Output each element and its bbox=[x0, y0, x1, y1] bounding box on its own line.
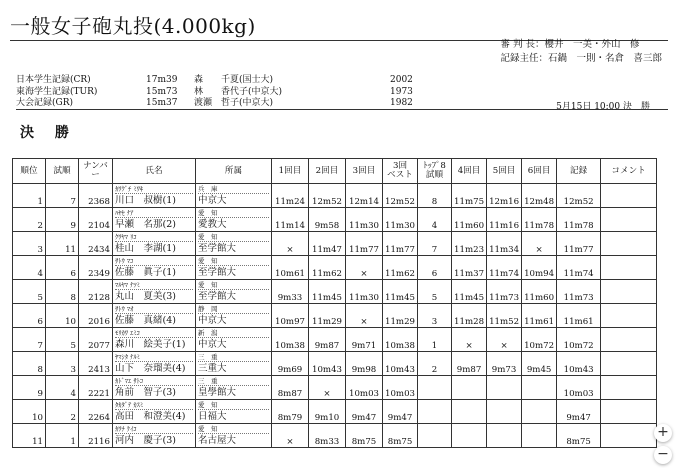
affiliation-cell bbox=[196, 352, 272, 376]
rank-cell: 2 bbox=[13, 208, 46, 232]
order-cell: 10 bbox=[46, 304, 79, 328]
bib-number: 2434 bbox=[79, 232, 113, 256]
trial-4: 11m23 bbox=[452, 232, 487, 256]
athlete-name: 佐藤 眞子(1) bbox=[115, 267, 176, 278]
trial-6 bbox=[522, 424, 557, 448]
order-cell: 7 bbox=[46, 184, 79, 208]
rank-cell: 1 bbox=[13, 184, 46, 208]
best-3: 11m30 bbox=[383, 208, 418, 232]
record: 10m03 bbox=[557, 376, 601, 400]
trial-3: 12m14 bbox=[346, 184, 383, 208]
trial-2: 11m29 bbox=[309, 304, 346, 328]
best-3: 10m38 bbox=[383, 328, 418, 352]
bib-number: 2104 bbox=[79, 208, 113, 232]
trial-5: 11m74 bbox=[487, 256, 522, 280]
record-holder: 渡瀬 哲子(中京大) bbox=[194, 98, 274, 108]
trial-1: 10m97 bbox=[272, 304, 309, 328]
trial-5: 12m16 bbox=[487, 184, 522, 208]
trial-4: 11m45 bbox=[452, 280, 487, 304]
order-cell: 8 bbox=[46, 280, 79, 304]
prefecture: 愛 知 bbox=[198, 209, 269, 218]
bib-number: 2349 bbox=[79, 256, 113, 280]
comment bbox=[601, 232, 657, 256]
table-row bbox=[13, 304, 657, 328]
trial-4: 11m75 bbox=[452, 184, 487, 208]
athlete-name: 河内 慶子(3) bbox=[115, 435, 176, 446]
top8-order: 1 bbox=[418, 328, 452, 352]
trial-4: 11m37 bbox=[452, 256, 487, 280]
record-mark: 17m39 bbox=[146, 75, 178, 85]
record-label: 大会記録(GR) bbox=[16, 98, 73, 108]
order-cell: 11 bbox=[46, 232, 79, 256]
section-heading: 決 勝 bbox=[20, 125, 77, 141]
bib-number: 2264 bbox=[79, 400, 113, 424]
affiliation: 至学館大 bbox=[198, 243, 237, 254]
trial-1: 11m14 bbox=[272, 208, 309, 232]
athlete-name: 丸山 夏美(3) bbox=[115, 291, 176, 302]
order-cell: 6 bbox=[46, 256, 79, 280]
affiliation: 中京大 bbox=[198, 339, 227, 350]
event-datetime: 5月15日 10:00 決 勝 bbox=[556, 102, 650, 112]
header-trial-4: 4回目 bbox=[452, 159, 487, 184]
table-row bbox=[13, 208, 657, 232]
trial-5: 9m73 bbox=[487, 352, 522, 376]
table-row bbox=[13, 328, 657, 352]
athlete-cell bbox=[113, 328, 196, 352]
header-record: 記録 bbox=[557, 159, 601, 184]
order-cell: 4 bbox=[46, 376, 79, 400]
trial-2: 8m33 bbox=[309, 424, 346, 448]
record: 11m78 bbox=[557, 208, 601, 232]
trial-1: 10m61 bbox=[272, 256, 309, 280]
comment bbox=[601, 424, 657, 448]
record: 10m72 bbox=[557, 328, 601, 352]
athlete-cell bbox=[113, 376, 196, 400]
athlete-cell bbox=[113, 232, 196, 256]
record-label: 東海学生記録(TUR) bbox=[16, 86, 98, 97]
trial-2: 9m58 bbox=[309, 208, 346, 232]
trial-1: 9m69 bbox=[272, 352, 309, 376]
scroll-up-button[interactable]: + bbox=[654, 424, 672, 442]
trial-3: 11m30 bbox=[346, 208, 383, 232]
order-cell: 9 bbox=[46, 208, 79, 232]
prefecture: 愛 知 bbox=[198, 281, 269, 290]
trial-3: 9m47 bbox=[346, 400, 383, 424]
rank-cell: 11 bbox=[13, 424, 46, 448]
top8-order bbox=[418, 400, 452, 424]
affiliation: 至学館大 bbox=[198, 267, 237, 278]
page-title: 一般女子砲丸投(4.000kg) bbox=[10, 14, 256, 38]
trial-6: × bbox=[522, 232, 557, 256]
top8-order bbox=[418, 424, 452, 448]
trial-4: × bbox=[452, 328, 487, 352]
athlete-name: 桂山 李湖(1) bbox=[115, 243, 176, 254]
order-cell: 5 bbox=[46, 328, 79, 352]
trial-5: 11m73 bbox=[487, 280, 522, 304]
affiliation-cell bbox=[196, 304, 272, 328]
bib-number: 2128 bbox=[79, 280, 113, 304]
affiliation-cell bbox=[196, 256, 272, 280]
prefecture: 愛 知 bbox=[198, 401, 269, 410]
athlete-cell bbox=[113, 424, 196, 448]
prefecture: 静 岡 bbox=[198, 305, 269, 314]
affiliation: 至学館大 bbox=[198, 291, 237, 302]
affiliation: 名古屋大 bbox=[198, 435, 237, 446]
athlete-name: 高田 和澄美(4) bbox=[115, 411, 186, 422]
trial-5: 11m16 bbox=[487, 208, 522, 232]
best-3: 9m47 bbox=[383, 400, 418, 424]
trial-4 bbox=[452, 376, 487, 400]
best-3: 11m29 bbox=[383, 304, 418, 328]
trial-4 bbox=[452, 400, 487, 424]
comment bbox=[601, 304, 657, 328]
affiliation: 愛教大 bbox=[198, 219, 227, 230]
affiliation-cell bbox=[196, 280, 272, 304]
athlete-name: 山下 奈瑠美(4) bbox=[115, 363, 186, 374]
trial-2: 12m52 bbox=[309, 184, 346, 208]
best-3: 10m43 bbox=[383, 352, 418, 376]
record: 10m43 bbox=[557, 352, 601, 376]
header-trial-1: 1回目 bbox=[272, 159, 309, 184]
prefecture: 愛 知 bbox=[198, 233, 269, 242]
records-chief: 記録主任：石鍋 一則・名倉 喜三郎 bbox=[500, 53, 662, 64]
trial-6 bbox=[522, 400, 557, 424]
record: 11m73 bbox=[557, 280, 601, 304]
best-3: 10m03 bbox=[383, 376, 418, 400]
best-3: 12m52 bbox=[383, 184, 418, 208]
athlete-name: 角前 智子(3) bbox=[115, 387, 176, 398]
athlete-kana: ﾀｶﾀﾞﾃ ｶｽﾐ bbox=[115, 401, 193, 410]
prefecture: 愛 知 bbox=[198, 257, 269, 266]
record-year: 2002 bbox=[390, 75, 413, 85]
affiliation: 三重大 bbox=[198, 363, 227, 374]
header-rank: 順位 bbox=[13, 159, 46, 184]
trial-2: 10m43 bbox=[309, 352, 346, 376]
record-year: 1982 bbox=[390, 98, 413, 108]
best-3: 11m45 bbox=[383, 280, 418, 304]
best-3: 8m75 bbox=[383, 424, 418, 448]
trial-1: × bbox=[272, 232, 309, 256]
athlete-cell bbox=[113, 256, 196, 280]
record-year: 1973 bbox=[390, 86, 413, 97]
trial-5: × bbox=[487, 328, 522, 352]
header-order: 試順 bbox=[46, 159, 79, 184]
trial-1: 8m87 bbox=[272, 376, 309, 400]
table-row bbox=[13, 232, 657, 256]
trial-6: 9m45 bbox=[522, 352, 557, 376]
table-row bbox=[13, 352, 657, 376]
record: 8m75 bbox=[557, 424, 601, 448]
officials-block bbox=[500, 38, 662, 66]
rank-cell: 10 bbox=[13, 400, 46, 424]
athlete-kana: ｶﾜｸﾞﾁ ﾐﾜｷ bbox=[115, 185, 193, 194]
record: 9m47 bbox=[557, 400, 601, 424]
header-trial-5: 5回目 bbox=[487, 159, 522, 184]
rank-cell: 4 bbox=[13, 256, 46, 280]
record-holder: 林 香代子(中京大) bbox=[194, 86, 283, 97]
trial-3: 9m71 bbox=[346, 328, 383, 352]
trial-6 bbox=[522, 376, 557, 400]
prefecture: 三 重 bbox=[198, 377, 269, 386]
trial-1: 9m33 bbox=[272, 280, 309, 304]
athlete-cell bbox=[113, 208, 196, 232]
trial-4: 11m60 bbox=[452, 208, 487, 232]
trial-3: 8m75 bbox=[346, 424, 383, 448]
header-row bbox=[13, 159, 657, 184]
affiliation: 中京大 bbox=[198, 195, 227, 206]
prefecture: 兵 庫 bbox=[198, 185, 269, 194]
trial-5 bbox=[487, 400, 522, 424]
bib-number: 2116 bbox=[79, 424, 113, 448]
rank-cell: 6 bbox=[13, 304, 46, 328]
trial-2: × bbox=[309, 376, 346, 400]
table-row bbox=[13, 400, 657, 424]
athlete-name: 森川 絵美子(1) bbox=[115, 339, 186, 350]
affiliation-cell bbox=[196, 328, 272, 352]
table-row bbox=[13, 184, 657, 208]
comment bbox=[601, 328, 657, 352]
affiliation-cell bbox=[196, 208, 272, 232]
trial-4: 11m28 bbox=[452, 304, 487, 328]
chief-judge: 審 判 長：櫻井 一美・外山 修 bbox=[500, 39, 640, 50]
trial-6: 11m60 bbox=[522, 280, 557, 304]
bib-number: 2368 bbox=[79, 184, 113, 208]
order-cell: 2 bbox=[46, 400, 79, 424]
comment bbox=[601, 256, 657, 280]
header-best-3: 3回 ベスト bbox=[383, 159, 418, 184]
record-holder: 森 千夏(国士大) bbox=[194, 75, 274, 85]
rank-cell: 5 bbox=[13, 280, 46, 304]
trial-4: 9m87 bbox=[452, 352, 487, 376]
top8-order: 5 bbox=[418, 280, 452, 304]
athlete-kana: ｻﾄｳ ﾏｵ bbox=[115, 305, 193, 314]
trial-2: 11m47 bbox=[309, 232, 346, 256]
trial-5 bbox=[487, 376, 522, 400]
record-mark: 15m73 bbox=[146, 86, 178, 97]
top8-order: 4 bbox=[418, 208, 452, 232]
bib-number: 2221 bbox=[79, 376, 113, 400]
trial-4 bbox=[452, 424, 487, 448]
header-number: ナンバー bbox=[79, 159, 113, 184]
top8-order: 6 bbox=[418, 256, 452, 280]
trial-6: 10m72 bbox=[522, 328, 557, 352]
athlete-kana: ﾊﾔｾ ﾅｱ bbox=[115, 209, 193, 218]
trial-3: 11m30 bbox=[346, 280, 383, 304]
rank-cell: 3 bbox=[13, 232, 46, 256]
header-trial-3: 3回目 bbox=[346, 159, 383, 184]
record-label: 日本学生記録(CR) bbox=[16, 75, 91, 85]
bib-number: 2016 bbox=[79, 304, 113, 328]
trial-1: 8m79 bbox=[272, 400, 309, 424]
table-row bbox=[13, 280, 657, 304]
affiliation-cell bbox=[196, 232, 272, 256]
athlete-kana: ｻﾄｳ ﾏｺ bbox=[115, 257, 193, 266]
affiliation-cell bbox=[196, 376, 272, 400]
comment bbox=[601, 352, 657, 376]
trial-5: 11m34 bbox=[487, 232, 522, 256]
header-comment: コメント bbox=[601, 159, 657, 184]
record: 11m74 bbox=[557, 256, 601, 280]
header-top8-order: ﾄｯﾌﾟ8 試順 bbox=[418, 159, 452, 184]
trial-1: 10m38 bbox=[272, 328, 309, 352]
top8-order: 3 bbox=[418, 304, 452, 328]
affiliation: 日福大 bbox=[198, 411, 227, 422]
trial-6: 11m78 bbox=[522, 208, 557, 232]
comment bbox=[601, 400, 657, 424]
results-table bbox=[12, 158, 657, 448]
prefecture: 三 重 bbox=[198, 353, 269, 362]
athlete-name: 佐藤 真緒(4) bbox=[115, 315, 176, 326]
athlete-kana: ﾓﾘｶﾜ ｴﾐｺ bbox=[115, 329, 193, 338]
trial-3: × bbox=[346, 304, 383, 328]
record: 11m77 bbox=[557, 232, 601, 256]
athlete-cell bbox=[113, 400, 196, 424]
record-mark: 15m37 bbox=[146, 98, 178, 108]
trial-2: 9m87 bbox=[309, 328, 346, 352]
rank-cell: 9 bbox=[13, 376, 46, 400]
affiliation: 皇學館大 bbox=[198, 387, 237, 398]
affiliation-cell bbox=[196, 424, 272, 448]
scroll-down-button[interactable]: − bbox=[654, 446, 672, 464]
trial-2: 11m45 bbox=[309, 280, 346, 304]
trial-3: × bbox=[346, 256, 383, 280]
comment bbox=[601, 208, 657, 232]
trial-2: 11m62 bbox=[309, 256, 346, 280]
header-trial-2: 2回目 bbox=[309, 159, 346, 184]
athlete-name: 川口 叔樹(1) bbox=[115, 195, 176, 206]
trial-3: 11m77 bbox=[346, 232, 383, 256]
rank-cell: 7 bbox=[13, 328, 46, 352]
trial-6: 11m61 bbox=[522, 304, 557, 328]
athlete-cell bbox=[113, 280, 196, 304]
affiliation: 中京大 bbox=[198, 315, 227, 326]
best-3: 11m62 bbox=[383, 256, 418, 280]
athlete-kana: ﾏﾙﾔﾏ ﾅﾂﾐ bbox=[115, 281, 193, 290]
bib-number: 2413 bbox=[79, 352, 113, 376]
best-3: 11m77 bbox=[383, 232, 418, 256]
top8-order: 7 bbox=[418, 232, 452, 256]
rank-cell: 8 bbox=[13, 352, 46, 376]
header-trial-6: 6回目 bbox=[522, 159, 557, 184]
top8-order: 2 bbox=[418, 352, 452, 376]
comment bbox=[601, 280, 657, 304]
trial-5 bbox=[487, 424, 522, 448]
header-name: 氏名 bbox=[113, 159, 196, 184]
comment bbox=[601, 376, 657, 400]
athlete-cell bbox=[113, 304, 196, 328]
order-cell: 1 bbox=[46, 424, 79, 448]
trial-5: 11m52 bbox=[487, 304, 522, 328]
athlete-cell bbox=[113, 352, 196, 376]
athlete-kana: ﾔﾏｼﾀ ﾅﾙﾐ bbox=[115, 353, 193, 362]
records-divider bbox=[16, 109, 668, 110]
record: 11m61 bbox=[557, 304, 601, 328]
top8-order bbox=[418, 376, 452, 400]
trial-1: × bbox=[272, 424, 309, 448]
top8-order: 8 bbox=[418, 184, 452, 208]
affiliation-cell bbox=[196, 400, 272, 424]
header-affiliation: 所属 bbox=[196, 159, 272, 184]
trial-6: 12m48 bbox=[522, 184, 557, 208]
trial-2: 9m10 bbox=[309, 400, 346, 424]
bib-number: 2077 bbox=[79, 328, 113, 352]
prefecture: 愛 知 bbox=[198, 425, 269, 434]
trial-3: 10m03 bbox=[346, 376, 383, 400]
comment bbox=[601, 184, 657, 208]
athlete-name: 早瀬 名那(2) bbox=[115, 219, 176, 230]
athlete-kana: ｸﾜﾔﾏ ﾘｺ bbox=[115, 233, 193, 242]
trial-3: 9m98 bbox=[346, 352, 383, 376]
table-row bbox=[13, 376, 657, 400]
athlete-kana: ｶﾜﾁ ｹｲｺ bbox=[115, 425, 193, 434]
record: 12m52 bbox=[557, 184, 601, 208]
table-row bbox=[13, 256, 657, 280]
order-cell: 3 bbox=[46, 352, 79, 376]
prefecture: 新 潟 bbox=[198, 329, 269, 338]
affiliation-cell bbox=[196, 184, 272, 208]
trial-6: 10m94 bbox=[522, 256, 557, 280]
athlete-cell bbox=[113, 184, 196, 208]
trial-1: 11m24 bbox=[272, 184, 309, 208]
table-row bbox=[13, 424, 657, 448]
athlete-kana: ｶﾄﾞﾏｴ ｻﾄｺ bbox=[115, 377, 193, 386]
